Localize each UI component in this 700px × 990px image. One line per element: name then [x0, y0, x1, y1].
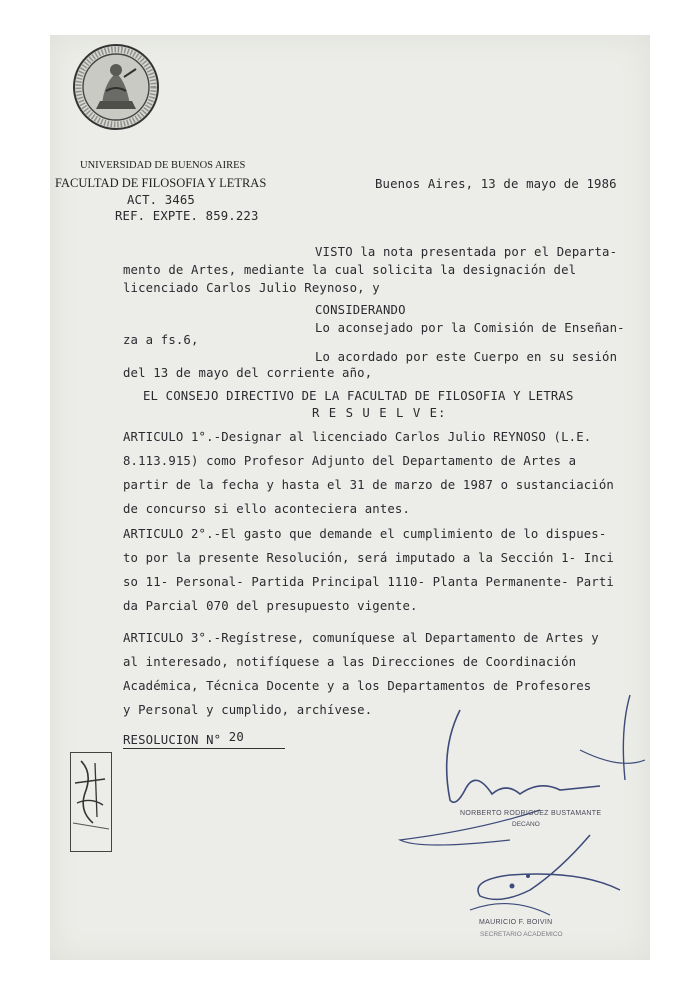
considerando-line-2: za a fs.6,: [123, 333, 199, 347]
secretario-name: MAURICIO F. BOIVIN: [479, 919, 553, 926]
secretario-title: SECRETARIO ACADEMICO: [480, 931, 563, 938]
article-2-line-1: ARTICULO 2°.-El gasto que demande el cumplimiento de lo dispues-: [123, 527, 607, 541]
resolucion-label: RESOLUCION N°: [123, 733, 222, 747]
article-1-line-4: de concurso si ello aconteciera antes.: [123, 502, 411, 516]
article-3-line-2: al interesado, notifíquese a las Direcciones de Coordinación: [123, 655, 577, 669]
article-1-line-1: ARTICULO 1°.-Designar al licenciado Carlos Julio REYNOSO (L.E.: [123, 430, 592, 444]
consejo-heading: EL CONSEJO DIRECTIVO DE LA FACULTAD DE FILOSOFIA Y LETRAS: [143, 389, 574, 403]
resuelve-heading: R E S U E L V E:: [312, 406, 447, 420]
article-3-line-4: y Personal y cumplido, archívese.: [123, 703, 373, 717]
considerando-line-4: del 13 de mayo del corriente año,: [123, 366, 373, 380]
document-date: Buenos Aires, 13 de mayo de 1986: [375, 177, 617, 191]
visto-line-1: VISTO la nota presentada por el Departa-: [315, 245, 618, 259]
visto-line-2: mento de Artes, mediante la cual solicita la designación del: [123, 263, 577, 277]
decano-title: DECANO: [512, 821, 540, 828]
considerando-line-1: Lo aconsejado por la Comisión de Enseñan-: [315, 321, 625, 335]
article-1-line-2: 8.113.915) como Profesor Adjunto del Departamento de Artes a: [123, 454, 577, 468]
initials-scribble-icon: [71, 753, 111, 851]
article-2-line-3: so 11- Personal- Partida Principal 1110- Planta Permanente- Parti: [123, 575, 614, 589]
expediente-reference: REF. EXPTE. 859.223: [115, 209, 259, 223]
considerando-heading: CONSIDERANDO: [315, 303, 406, 317]
article-1-line-3: partir de la fecha y hasta el 31 de marzo de 1987 o sustanciación: [123, 478, 614, 492]
article-3-line-1: ARTICULO 3°.-Regístrese, comuníquese al Departamento de Artes y: [123, 631, 599, 645]
initials-stamp-box: [70, 752, 112, 852]
faculty-name: FACULTAD DE FILOSOFIA Y LETRAS: [55, 176, 267, 190]
article-3-line-3: Académica, Técnica Docente y a los Departamentos de Profesores: [123, 679, 592, 693]
university-name: UNIVERSIDAD DE BUENOS AIRES: [80, 160, 246, 171]
visto-line-3: licenciado Carlos Julio Reynoso, y: [123, 281, 380, 295]
article-2-line-4: da Parcial 070 del presupuesto vigente.: [123, 599, 418, 613]
resolucion-number-line: [123, 730, 285, 749]
university-seal-icon: [72, 43, 160, 131]
act-number: ACT. 3465: [127, 193, 195, 207]
considerando-line-3: Lo acordado por este Cuerpo en su sesión: [315, 350, 618, 364]
article-2-line-2: to por la presente Resolución, será imputado a la Sección 1- Inci: [123, 551, 614, 565]
decano-name: NORBERTO RODRIGUEZ BUSTAMANTE: [460, 810, 602, 817]
resolucion-number: 20: [228, 730, 244, 744]
